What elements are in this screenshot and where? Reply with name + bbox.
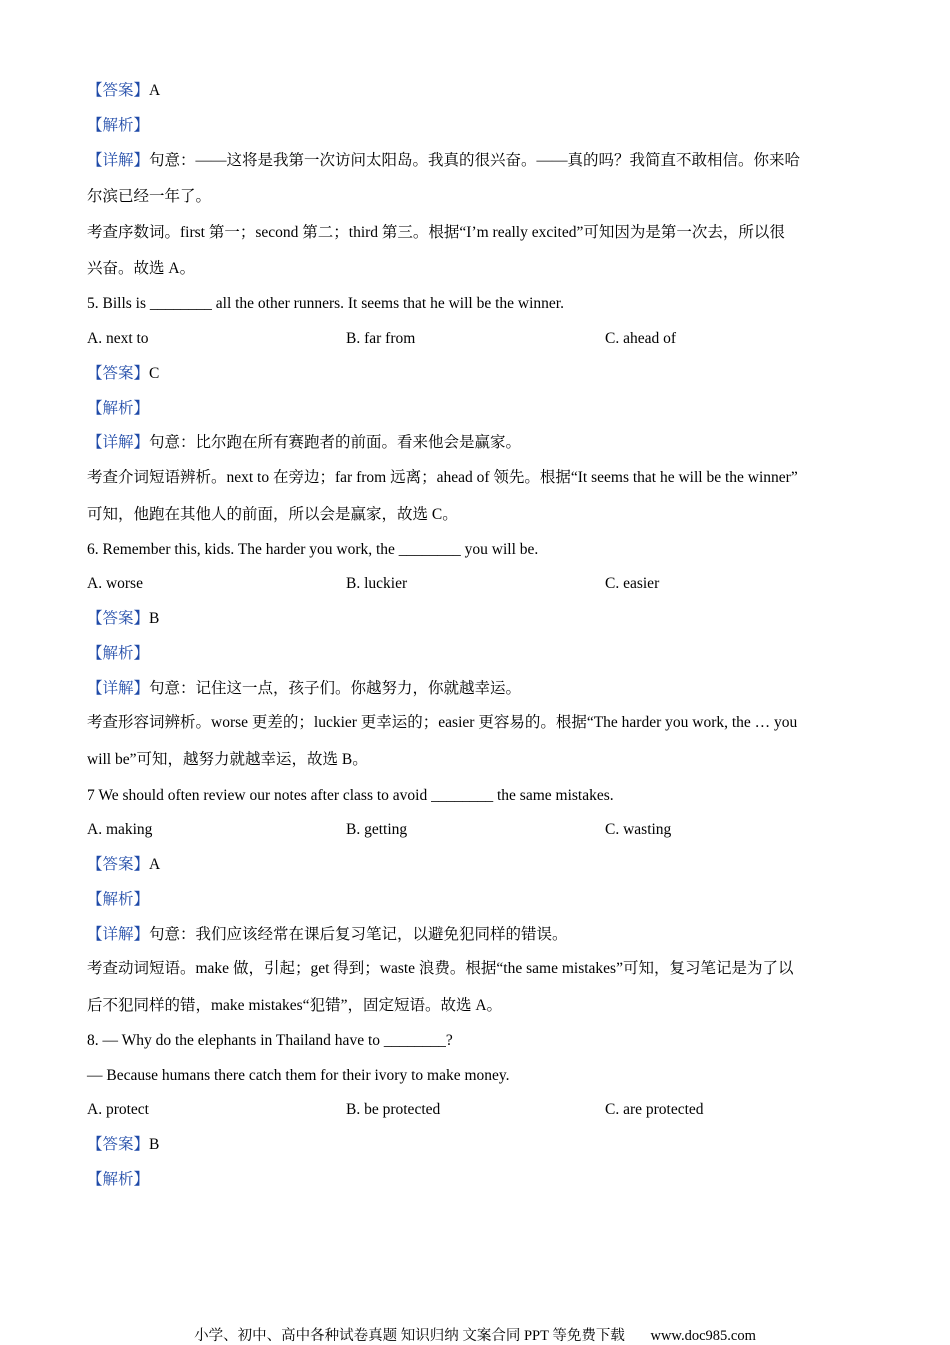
option-b: B. getting [346,821,408,838]
section-tag: 【解析】 [87,645,150,662]
tagged-line [87,1169,867,1191]
tagged-line [87,643,867,665]
section-tag: 【详解】 [87,152,150,169]
text-line: 5. Bills is ________ all the other runners. It seems that he will be the winner. [87,295,564,312]
section-tag: 【答案】 [87,82,150,99]
text-line: 后不犯同样的错，make mistakes“犯错”，固定短语。故选 A。 [87,997,503,1014]
tagged-line [87,398,867,420]
tag-value: A [149,82,161,99]
tagged-line [87,924,867,946]
tagged-line [87,432,867,454]
section-tag: 【解析】 [87,400,150,417]
text-line: 考查序数词。first 第一；second 第二；third 第三。根据“I’m really excited”可知因为是第一次去，所以很 [87,224,785,241]
tagged-line [87,363,867,385]
tag-value: C [149,365,160,382]
option-a: A. worse [87,575,143,592]
text-line: 兴奋。故选 A。 [87,260,196,277]
text-line: 可知，他跑在其他人的前面，所以会是赢家，故选 C。 [87,506,458,523]
text-line: will be”可知，越努力就越幸运，故选 B。 [87,751,368,768]
tagged-line [87,608,867,630]
section-tag: 【详解】 [87,434,150,451]
tag-value: 句意：我们应该经常在课后复习笔记，以避免犯同样的错误。 [149,926,568,943]
option-a: A. protect [87,1101,149,1118]
section-tag: 【解析】 [87,1171,150,1188]
tagged-line [87,678,867,700]
option-b: B. be protected [346,1101,441,1118]
section-tag: 【答案】 [87,610,150,627]
section-tag: 【答案】 [87,1136,150,1153]
option-a: A. making [87,821,153,838]
tag-value: B [149,1136,160,1153]
section-tag: 【详解】 [87,926,150,943]
option-a: A. next to [87,330,149,347]
option-b: B. luckier [346,575,408,592]
option-c: C. wasting [605,821,672,838]
page-footer [0,1324,950,1345]
text-line: 7 We should often review our notes after class to avoid ________ the same mistakes. [87,787,614,804]
section-tag: 【解析】 [87,117,150,134]
text-line: — Because humans there catch them for their ivory to make money. [87,1067,510,1084]
text-line: 尔滨已经一年了。 [87,188,212,205]
tagged-line [87,854,867,876]
option-c: C. ahead of [605,330,677,347]
footer-url[interactable]: www.doc985.com [650,1328,756,1344]
text-line: 8. — Why do the elephants in Thailand have to ________? [87,1032,453,1049]
text-line: 考查形容词辨析。worse 更差的；luckier 更幸运的；easier 更容易的。根据“The harder you work, the … you [87,714,798,731]
option-c: C. are protected [605,1101,704,1118]
option-b: B. far from [346,330,416,347]
text-line: 考查动词短语。make 做，引起；get 得到；waste 浪费。根据“the same mistakes”可知，复习笔记是为了以 [87,960,794,977]
tag-value: 句意：记住这一点，孩子们。你越努力，你就越幸运。 [149,680,522,697]
tag-value: 句意：——这将是我第一次访问太阳岛。我真的很兴奋。——真的吗？我简直不敢相信。你来哈 [149,152,801,169]
tagged-line [87,115,867,137]
section-tag: 【解析】 [87,891,150,908]
tag-value: 句意：比尔跑在所有赛跑者的前面。看来他会是赢家。 [149,434,522,451]
section-tag: 【详解】 [87,680,150,697]
tag-value: A [149,856,161,873]
tagged-line [87,80,867,102]
option-c: C. easier [605,575,660,592]
tagged-line [87,889,867,911]
text-line: 6. Remember this, kids. The harder you work, the ________ you will be. [87,541,539,558]
footer-text: 小学、初中、高中各种试卷真题 知识归纳 文案合同 PPT 等免费下载 [194,1328,625,1344]
section-tag: 【答案】 [87,856,150,873]
section-tag: 【答案】 [87,365,150,382]
tag-value: B [149,610,160,627]
tagged-line [87,150,867,172]
tagged-line [87,1134,867,1156]
text-line: 考查介词短语辨析。next to 在旁边；far from 远离；ahead of 领先。根据“It seems that he will be the winner” [87,469,798,486]
